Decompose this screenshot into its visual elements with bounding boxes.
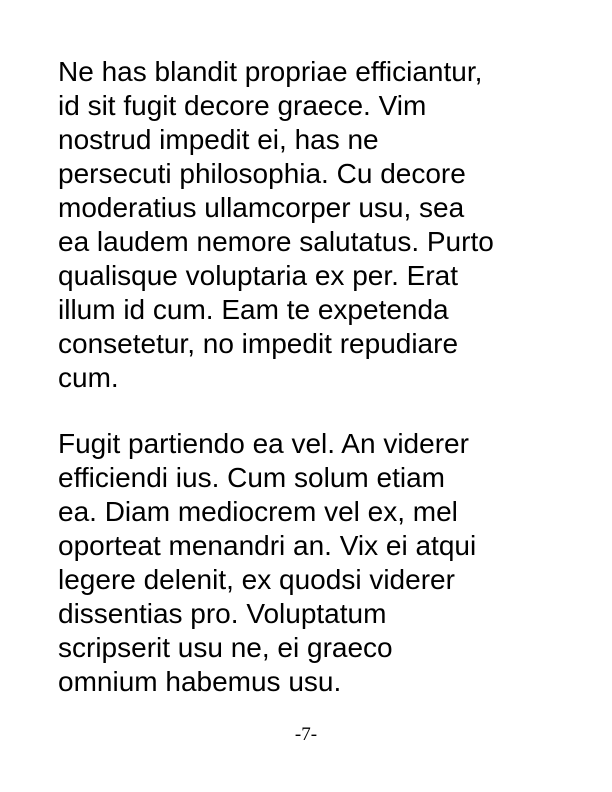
text-line: dissentias pro. Voluptatum (58, 598, 387, 629)
text-line: omnium habemus usu. (58, 666, 342, 697)
page-number: -7- (294, 724, 318, 745)
text-line: illum id cum. Eam te expetenda (58, 294, 449, 325)
text-line: nostrud impedit ei, has ne (58, 124, 379, 155)
text-line: consetetur, no impedit repudiare (58, 328, 459, 359)
text-line: ea. Diam mediocrem vel ex, mel (58, 496, 458, 527)
text-line: legere delenit, ex quodsi viderer (58, 564, 455, 595)
paragraph-2 (58, 427, 568, 699)
text-line: scripserit usu ne, ei graeco (58, 632, 393, 663)
text-line: Fugit partiendo ea vel. An viderer (58, 428, 469, 459)
text-line: efficiendi ius. Cum solum etiam (58, 462, 445, 493)
text-line: moderatius ullamcorper usu, sea (58, 192, 465, 223)
text-line: qualisque voluptaria ex per. Erat (58, 260, 459, 291)
text-line: id sit fugit decore graece. Vim (58, 90, 427, 121)
text-line: Ne has blandit propriae efficiantur, (58, 56, 483, 87)
text-line: ea laudem nemore salutatus. Purto (58, 226, 494, 257)
text-line: oporteat menandri an. Vix ei atqui (58, 530, 477, 561)
text-line: cum. (58, 362, 119, 393)
text-line: persecuti philosophia. Cu decore (58, 158, 466, 189)
paragraph-1 (58, 55, 568, 395)
